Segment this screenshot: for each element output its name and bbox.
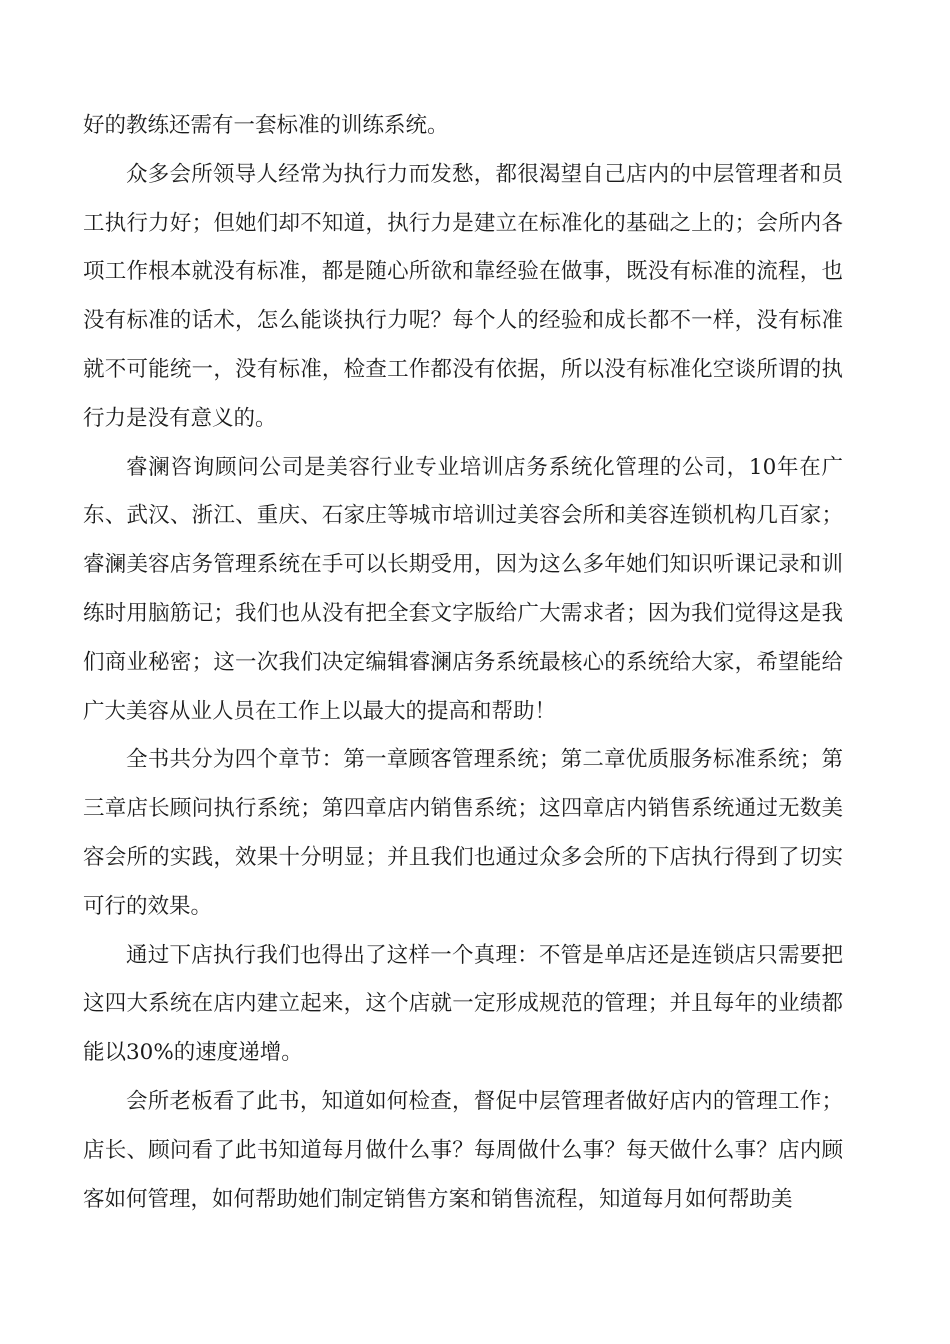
paragraph-continuation: 好的教练还需有一套标准的训练系统。	[83, 113, 449, 138]
paragraph-execution-standards: 众多会所领导人经常为执行力而发愁，都很渴望自己店内的中层管理者和员工执行力好；但她们却不知道，执行力是建立在标准化的基础之上的；会所内各项工作根本就没有标准，都是随心所欲和靠经验在做事，既没有标准的流程，也没有标准的话术，怎么能谈执行力呢？每个人的经验和成长都不一样，没有标准就不可能统一，没有标准，检查工作都没有依据，所以没有标准化空谈所谓的执行力是没有意义的。	[83, 161, 843, 431]
paragraph-company-intro: 睿澜咨询顾问公司是美容行业专业培训店务系统化管理的公司，10年在广东、武汉、浙江、重庆、石家庄等城市培训过美容会所和美容连锁机构几百家；睿澜美容店务管理系统在手可以长期受用，因为这么多年她们知识听课记录和训练时用脑筋记；我们也从没有把全套文字版给广大需求者；因为我们觉得这是我们商业秘密；这一次我们决定编辑睿澜店务系统最核心的系统给大家，希望能给广大美容从业人员在工作上以最大的提高和帮助！	[83, 454, 843, 724]
paragraph-book-chapters: 全书共分为四个章节：第一章顾客管理系统；第二章优质服务标准系统；第三章店长顾问执行系统；第四章店内销售系统；这四章店内销售系统通过无数美容会所的实践，效果十分明显；并且我们也通过众多会所的下店执行得到了切实可行的效果。	[83, 747, 843, 919]
paragraph-four-systems: 通过下店执行我们也得出了这样一个真理：不管是单店还是连锁店只需要把这四大系统在店内建立起来，这个店就一定形成规范的管理；并且每年的业绩都能以30%的速度递增。	[83, 942, 843, 1066]
paragraph-readers-benefit: 会所老板看了此书，知道如何检查，督促中层管理者做好店内的管理工作；店长、顾问看了此书知道每月做什么事？每周做什么事？每天做什么事？店内顾客如何管理，如何帮助她们制定销售方案和销售流程，知道每月如何帮助美	[83, 1088, 843, 1212]
document-body	[83, 102, 843, 1224]
